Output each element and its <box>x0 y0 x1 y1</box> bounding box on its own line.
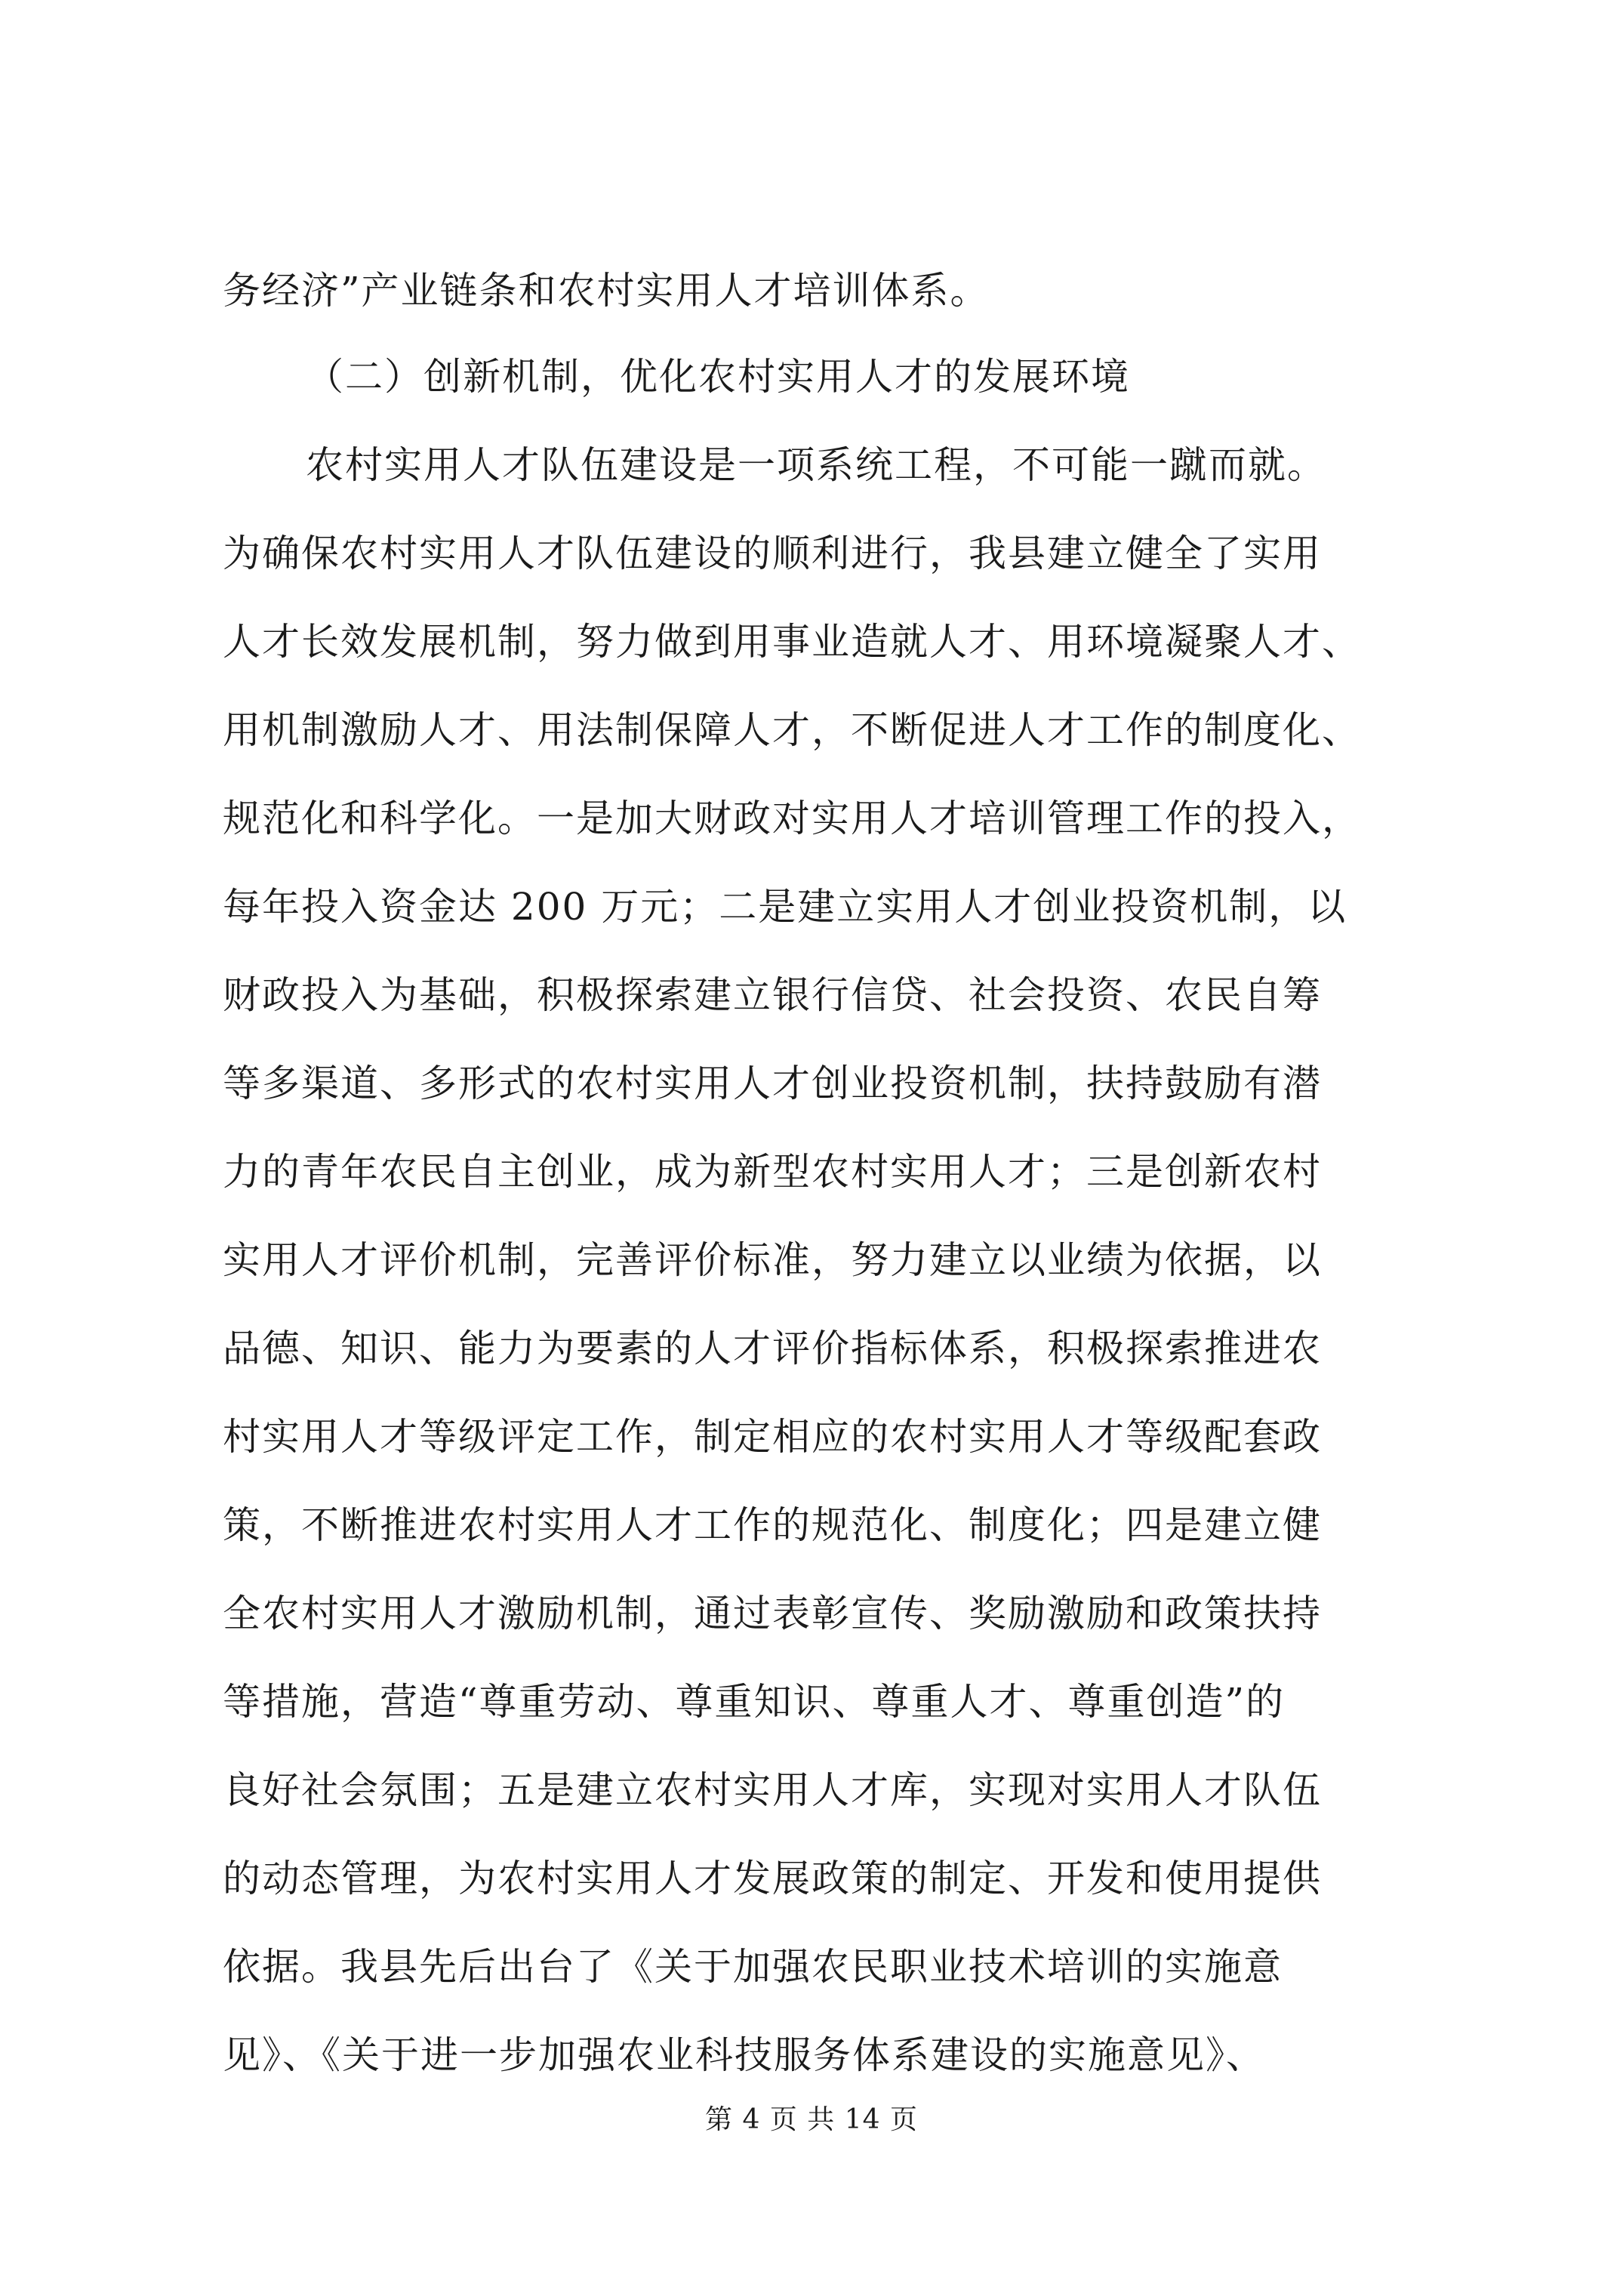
text-line-17: 等措施，营造“尊重劳动、尊重知识、尊重人才、尊重创造”的 <box>223 1680 1286 1724</box>
text-line-6: 用机制激励人才、用法制保障人才，不断促进人才工作的制度化、 <box>223 708 1361 752</box>
text-line-14: 村实用人才等级评定工作，制定相应的农村实用人才等级配套政 <box>223 1415 1322 1459</box>
text-line-18: 良好社会氛围；五是建立农村实用人才库，实现对实用人才队伍 <box>223 1768 1322 1812</box>
text-line-20: 依据。我县先后出台了《关于加强农民职业技术培训的实施意 <box>223 1945 1283 1989</box>
section-heading: （二）创新机制，优化农村实用人才的发展环境 <box>306 355 1130 399</box>
text-line-8: 每年投入资金达 200 万元；二是建立实用人才创业投资机制，以 <box>223 885 1347 929</box>
text-line-7: 规范化和科学化。一是加大财政对实用人才培训管理工作的投入， <box>223 797 1361 840</box>
text-line-4: 为确保农村实用人才队伍建设的顺利进行，我县建立健全了实用 <box>223 532 1322 575</box>
text-line-15: 策，不断推进农村实用人才工作的规范化、制度化；四是建立健 <box>223 1503 1322 1547</box>
text-line-9: 财政投入为基础，积极探索建立银行信贷、社会投资、农民自筹 <box>223 973 1322 1017</box>
text-line-13: 品德、知识、能力为要素的人才评价指标体系，积极探索推进农 <box>223 1327 1322 1370</box>
text-line-3: 农村实用人才队伍建设是一项系统工程，不可能一蹴而就。 <box>306 443 1326 487</box>
text-line-1: 务经济”产业链条和农村实用人才培训体系。 <box>223 269 990 313</box>
text-line-12: 实用人才评价机制，完善评价标准，努力建立以业绩为依据，以 <box>223 1238 1322 1282</box>
text-line-21: 见》、《关于进一步加强农业科技服务体系建设的实施意见》、 <box>223 2033 1265 2077</box>
text-line-11: 力的青年农民自主创业，成为新型农村实用人才；三是创新农村 <box>223 1150 1322 1194</box>
text-line-19: 的动态管理，为农村实用人才发展政策的制定、开发和使用提供 <box>223 1857 1322 1900</box>
text-line-10: 等多渠道、多形式的农村实用人才创业投资机制，扶持鼓励有潜 <box>223 1062 1322 1105</box>
text-line-16: 全农村实用人才激励机制，通过表彰宣传、奖励激励和政策扶持 <box>223 1592 1322 1635</box>
text-line-5: 人才长效发展机制，努力做到用事业造就人才、用环境凝聚人才、 <box>223 620 1361 664</box>
page-number: 第 4 页 共 14 页 <box>705 2104 918 2135</box>
